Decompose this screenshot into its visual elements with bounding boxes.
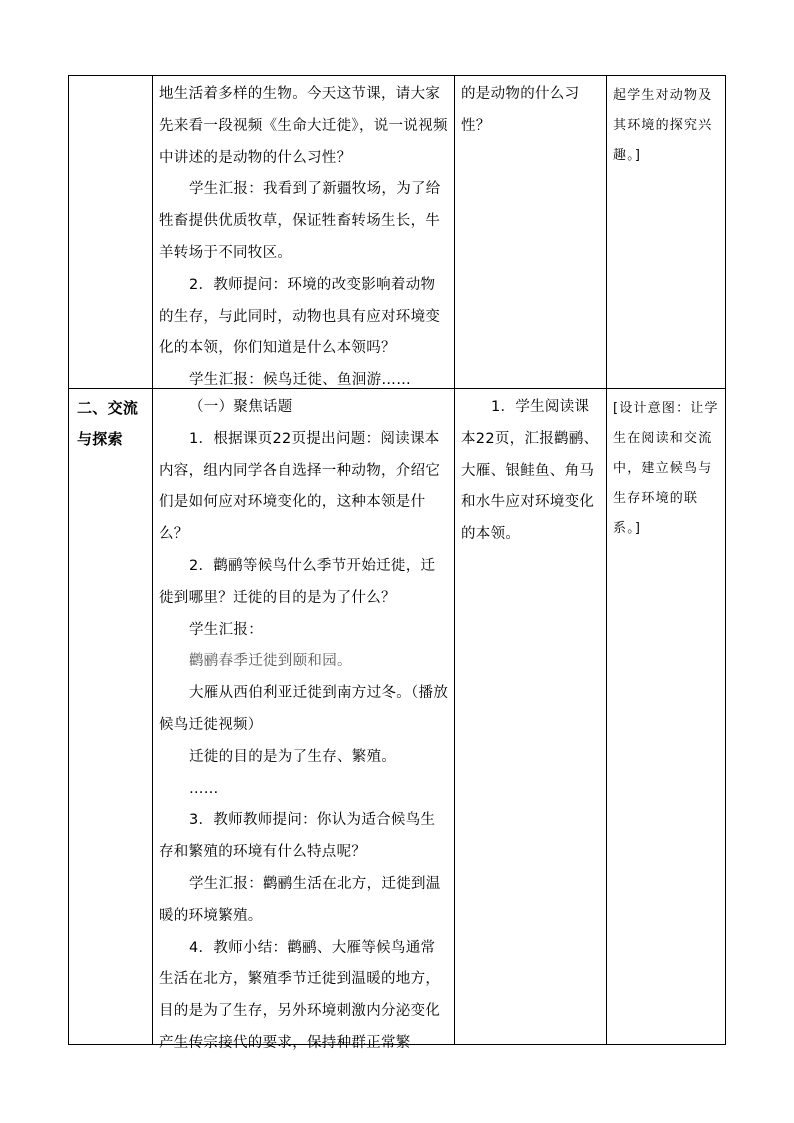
stage-cell bbox=[69, 76, 153, 388]
lesson-plan-table bbox=[68, 75, 726, 1051]
stage-label: 二、交流与探索 bbox=[77, 399, 139, 448]
student-answer: 迁徙的目的是为了生存、繁殖。 bbox=[189, 748, 397, 765]
process-paragraph: 1．根据课页22页提出问题：阅读课本内容，组内同学各自选择一种动物，介绍它们是如何应对环境变化的，这种本领是什么？ bbox=[159, 430, 441, 543]
process-paragraph: 地生活着多样的生物。今天这节课，请大家先来看一段视频《生命大迁徙》，说一说视频中讲述的是动物的什么习性？ bbox=[159, 86, 448, 166]
teaching-process-cell bbox=[153, 76, 455, 388]
student-activity-cell bbox=[455, 76, 607, 388]
student-activity-text: 1．学生阅读课本22页，汇报鹳鹂、大雁、银鲑鱼、角马和水牛应对环境变化的本领。 bbox=[461, 399, 599, 543]
student-report-label: 学生汇报： bbox=[189, 621, 263, 638]
design-intent-text: 起学生对动物及其环境的探究兴趣。] bbox=[613, 88, 713, 163]
design-intent-text: [设计意图：让学生在阅读和交流中，建立候鸟与生存环境的联系。] bbox=[613, 401, 719, 536]
section-heading: （一）聚焦话题 bbox=[189, 399, 293, 415]
design-intent-cell bbox=[607, 76, 726, 388]
teacher-summary: 4．教师小结：鹳鹂、大雁等候鸟通常生活在北方，繁殖季节迁徙到温暖的地方，目的是为了生存，另外环境刺激内分泌变化产生传宗接代的要求，保持种群正常繁 bbox=[159, 939, 441, 1051]
ellipsis: …… bbox=[189, 780, 219, 797]
student-answer: 鹳鹂春季迁徙到颐和园。 bbox=[189, 653, 352, 670]
design-intent-cell bbox=[607, 389, 726, 1045]
student-answer: 大雁从西伯利亚迁徙到南方过冬。（播放候鸟迁徙视频） bbox=[159, 685, 449, 733]
student-activity-cell bbox=[455, 389, 607, 1045]
teacher-question: 2．教师提问：环境的改变影响着动物的生存，与此同时，动物也具有应对环境变化的本领，你们知道是什么本领吗？ bbox=[159, 276, 441, 357]
process-paragraph: 2．鹳鹂等候鸟什么季节开始迁徙，迁徙到哪里？迁徙的目的是为了什么？ bbox=[159, 557, 436, 606]
table-row bbox=[69, 389, 725, 1051]
student-activity-text: 的是动物的什么习性？ bbox=[461, 86, 580, 134]
stage-cell bbox=[69, 389, 153, 1045]
table-row bbox=[69, 76, 725, 389]
teaching-process-cell bbox=[153, 389, 455, 1051]
teacher-question: 3．教师教师提问：你认为适合候鸟生存和繁殖的环境有什么特点呢？ bbox=[159, 812, 436, 861]
student-report: 学生汇报：鹳鹂生活在北方，迁徙到温暖的环境繁殖。 bbox=[159, 875, 441, 924]
student-report: 学生汇报：候鸟迁徙、鱼洄游…… bbox=[189, 372, 411, 389]
student-report: 学生汇报：我看到了新疆牧场，为了给牲畜提供优质牧草，保证牲畜转场生长，牛羊转场于不同牧区。 bbox=[159, 181, 441, 261]
